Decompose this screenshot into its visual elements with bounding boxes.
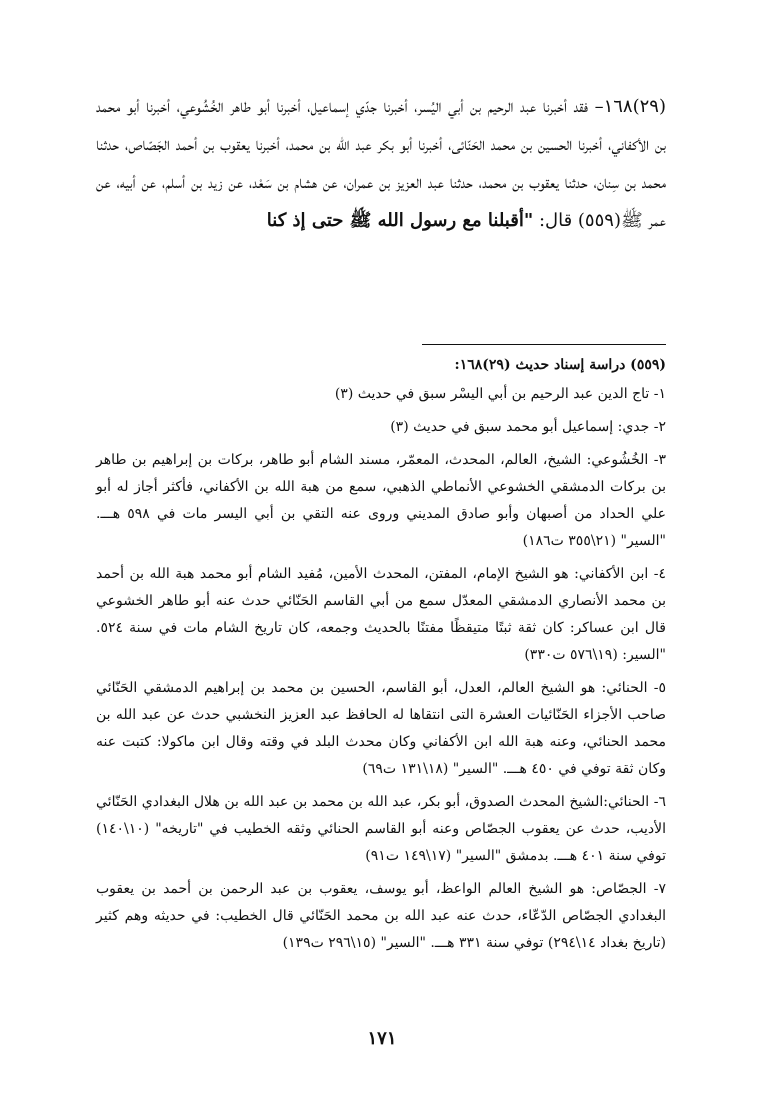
hadith-chain: (٢٩)١٦٨– فقد أخبرنا عبد الرحيم بن أبي اليُسر، أخبرنا جدّي إسماعيل، أخبرنا أبو طاهر الخُشُوعي، أخبرنا أبو محمد بن الأكفاني، أخبرنا الحسين بن محمد الحَنّائى، أخبرنا أبو بكر عبد الله بن محمد، أخبرنا يعقوب بن أحمد الجَصّاص، حدثنا محمد بن سِنان، حدثنا يعقوب بن محمد، حدثنا عبد العزيز بن عمران، عن هشام بن سَعْد، عن زيد بن أسلم، عن أبيه، عن عمر ﷺ(٥٥٩) قال: xyxy=(96,96,666,231)
footnote-item: ٥- الحنائي: هو الشيخ العالم، العدل، أبو القاسم، الحسين بن محمد بن إبراهيم الدمشقي الحَنّائي صاحب الأجزاء الحَنّائيات العشرة التى انتقاها له الحافظ عبد العزيز النخشبي حدث عن عبد الله بن محمد الحنائي، وعنه هبة الله ابن الأكفاني وكان محدث البلد في وقته وقال ابن ماكولا: كتبت عنه وكان ثقة توفي في ٤٥٠ هـــ. "السير" (١٨\١٣١ ت٦٩) xyxy=(96,680,666,777)
footnote-item: ٢- جدي: إسماعيل أبو محمد سبق في حديث (٣) xyxy=(390,419,666,435)
footnote-item: ٤- ابن الأكفاني: هو الشيخ الإمام، المفتن، المحدث الأمين، مُفيد الشام أبو محمد هبة الله بن أحمد بن محمد الأنصاري الدمشقي المعدّل سمع من أبي القاسم الحَنّائي حدث عنه أبو طاهر الخشوعي قال ابن عساكر: كان ثقة ثبتًا متيقظًا مفتنًا بالحديث وجمعه، كان تاريخ الشام مات في سنة ٥٢٤. "السير: (١٩\٥٧٦ ت٣٣٠) xyxy=(96,566,666,663)
footnotes xyxy=(96,352,666,963)
footnote-divider xyxy=(422,344,666,345)
hadith-text xyxy=(96,88,666,240)
footnote-heading: (٥٥٩) دراسة إسناد حديث (٢٩)١٦٨: xyxy=(454,357,666,373)
hadith-quote: "أقبلنا مع رسول الله ﷺ حتى إذ كنا xyxy=(266,210,534,231)
page-number: ١٧١ xyxy=(367,1028,397,1049)
footnote-item: ٦- الحنائي:الشيخ المحدث الصدوق، أبو بكر، عبد الله بن محمد بن عبد الله بن هلال البغدادي الحَنّائي الأديب، حدث عن يعقوب الجصّاص وعنه أبو القاسم الحنائي وثقه الخطيب في "تاريخه" (١٠\١٤٠) توفي سنة ٤٠١ هـــ. بدمشق "السير" (١٧\١٤٩ ت٩١) xyxy=(96,794,666,864)
footnote-item: ١- تاج الدين عبد الرحيم بن أبي اليسْر سبق في حديث (٣) xyxy=(334,386,666,402)
footnote-item: ٧- الجصّاص: هو الشيخ العالم الواعظ، أبو يوسف، يعقوب بن عبد الرحمن بن أحمد بن يعقوب البغدادي الجصّاص الدّعّاء، حدث عنه عبد الله بن محمد الحَنّائي قال الخطيب: في حديثه وهم كثير (تاريخ بغداد ١٤\٢٩٤) توفي سنة ٣٣١ هـــ. "السير" (١٥\٢٩٦ ت١٣٩) xyxy=(96,881,666,951)
footnote-item: ٣- الخُشُوعي: الشيخ، العالم، المحدث، المعمّر، مسند الشام أبو طاهر، بركات بن إبراهيم بن طاهر بن بركات الدمشقي الخشوعي الأنماطي الذهبي، سمع من هبة الله بن الأكفاني، فأكثر أجاز له أبو علي الحداد من أصبهان وأبو صادق المديني وروى عنه التقي بن أبي اليسر مات في ٥٩٨ هـــ. "السير" (٢١\٣٥٥ ت١٨٦) xyxy=(96,452,666,549)
